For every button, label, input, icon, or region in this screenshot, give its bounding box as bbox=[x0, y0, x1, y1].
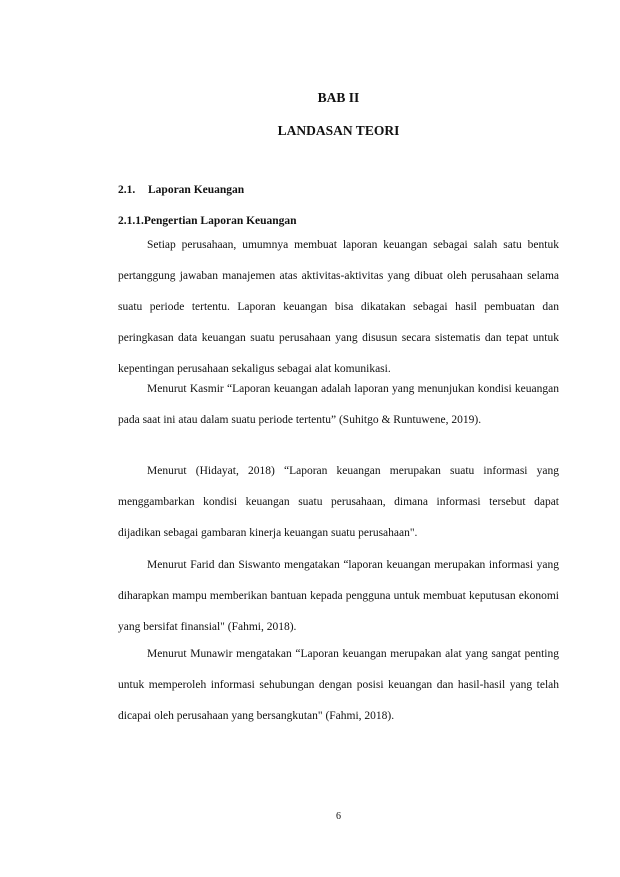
chapter-title: LANDASAN TEORI bbox=[277, 123, 400, 138]
page-number: 6 bbox=[336, 811, 341, 822]
paragraph-1: Setiap perusahaan, umumnya membuat laporan keuangan sebagai salah satu bentuk pertanggung jawaban manajemen atas aktivitas-aktivitas yang dibuat oleh perusahaan selama suatu periode tertentu. Laporan keuangan bisa dikatakan sebagai hasil pembuatan dan peringkasan data keuangan suatu perusahaan yang disusun secara sistematis dan tepat untuk kepentingan perusahaan sekaligus sebagai alat komunikasi. bbox=[118, 239, 559, 375]
paragraph-3: Menurut (Hidayat, 2018) “Laporan keuangan merupakan suatu informasi yang menggambarkan kondisi keuangan suatu perusahaan, dimana informasi tersebut dapat dijadikan sebagai gambaran kinerja keuangan suatu perusahaan". bbox=[118, 465, 559, 539]
subsection-title: Pengertian Laporan Keuangan bbox=[143, 215, 297, 227]
section-heading bbox=[118, 184, 244, 196]
paragraph-5: Menurut Munawir mengatakan “Laporan keuangan merupakan alat yang sangat penting untuk memperoleh informasi sehubungan dengan posisi keuangan dan hasil-hasil yang telah dicapai oleh perusahaan yang bersangkutan" (Fahmi, 2018). bbox=[118, 648, 559, 722]
chapter-number: BAB II bbox=[317, 90, 360, 105]
paragraph-2: Menurut Kasmir “Laporan keuangan adalah laporan yang menunjukan kondisi keuangan pada saat ini atau dalam suatu periode tertentu” (Suhitgo & Runtuwene, 2019). bbox=[118, 383, 559, 426]
section-number: 2.1. bbox=[118, 184, 136, 196]
section-title: Laporan Keuangan bbox=[148, 184, 245, 196]
subsection-heading bbox=[118, 215, 297, 227]
subsection-number: 2.1.1. bbox=[118, 215, 144, 227]
paragraph-4: Menurut Farid dan Siswanto mengatakan “laporan keuangan merupakan informasi yang diharapkan mampu memberikan bantuan kepada pengguna untuk membuat keputusan ekonomi yang bersifat finansial" (Fahmi, 2018). bbox=[118, 559, 559, 633]
